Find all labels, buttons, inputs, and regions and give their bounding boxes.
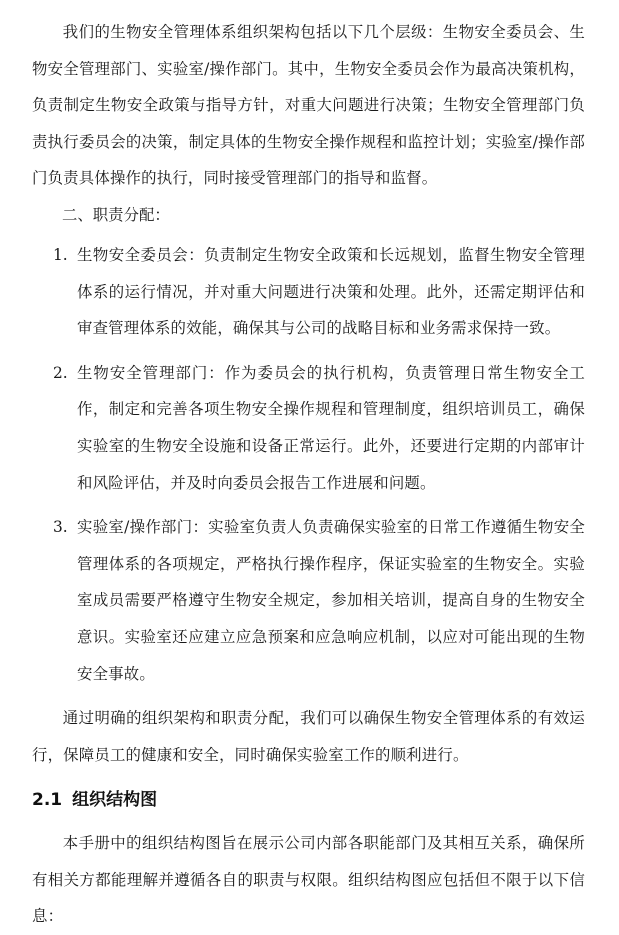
section-heading <box>32 785 585 815</box>
duty-number: 1. <box>53 245 68 264</box>
intro-paragraph: 我们的生物安全管理体系组织架构包括以下几个层级：生物安全委员会、生物安全管理部门、实验室/操作部门。其中，生物安全委员会作为最高决策机构，负责制定生物安全政策与指导方针，对重大问题进行决策；生物安全管理部门负责执行委员会的决策，制定具体的生物安全操作规程和监控计划；实验室/操作部门负责具体操作的执行，同时接受管理部门的指导和监督。 <box>32 23 585 188</box>
duty-item-lab-dept <box>32 509 585 692</box>
closing-paragraph: 通过明确的组织架构和职责分配，我们可以确保生物安全管理体系的有效运行，保障员工的健康和安全，同时确保实验室工作的顺利进行。 <box>32 709 585 764</box>
duty-text: 实验室/操作部门：实验室负责人负责确保实验室的日常工作遵循生物安全管理体系的各项规定，严格执行操作程序，保证实验室的生物安全。实验室成员需要严格遵守生物安全规定，参加相关培训，提高自身的生物安全意识。实验室还应建立应急预案和应急响应机制，以应对可能出现的生物安全事故。 <box>77 518 585 683</box>
duty-item-management-dept <box>32 355 585 501</box>
org-chart-paragraph: 本手册中的组织结构图旨在展示公司内部各职能部门及其相互关系，确保所有相关方都能理解并遵循各自的职责与权限。组织结构图应包括但不限于以下信息： <box>32 834 585 926</box>
section-heading-title: 组织结构图 <box>72 790 158 811</box>
duty-text: 生物安全管理部门：作为委员会的执行机构，负责管理日常生物安全工作，制定和完善各项生物安全操作规程和管理制度，组织培训员工，确保实验室的生物安全设施和设备正常运行。此外，还要进行定期的内部审计和风险评估，并及时向委员会报告工作进展和问题。 <box>77 363 585 492</box>
duties-list <box>32 237 585 692</box>
duty-number: 3. <box>53 518 68 537</box>
duty-text: 生物安全委员会：负责制定生物安全政策和长远规划，监督生物安全管理体系的运行情况，并对重大问题进行决策和处理。此外，还需定期评估和审查管理体系的效能，确保其与公司的战略目标和业务需求保持一致。 <box>77 245 585 338</box>
duty-item-committee <box>32 237 585 347</box>
section-label-duties: 二、职责分配： <box>62 205 170 224</box>
section-heading-number: 2.1 <box>32 790 63 811</box>
duty-number: 2. <box>53 363 68 382</box>
